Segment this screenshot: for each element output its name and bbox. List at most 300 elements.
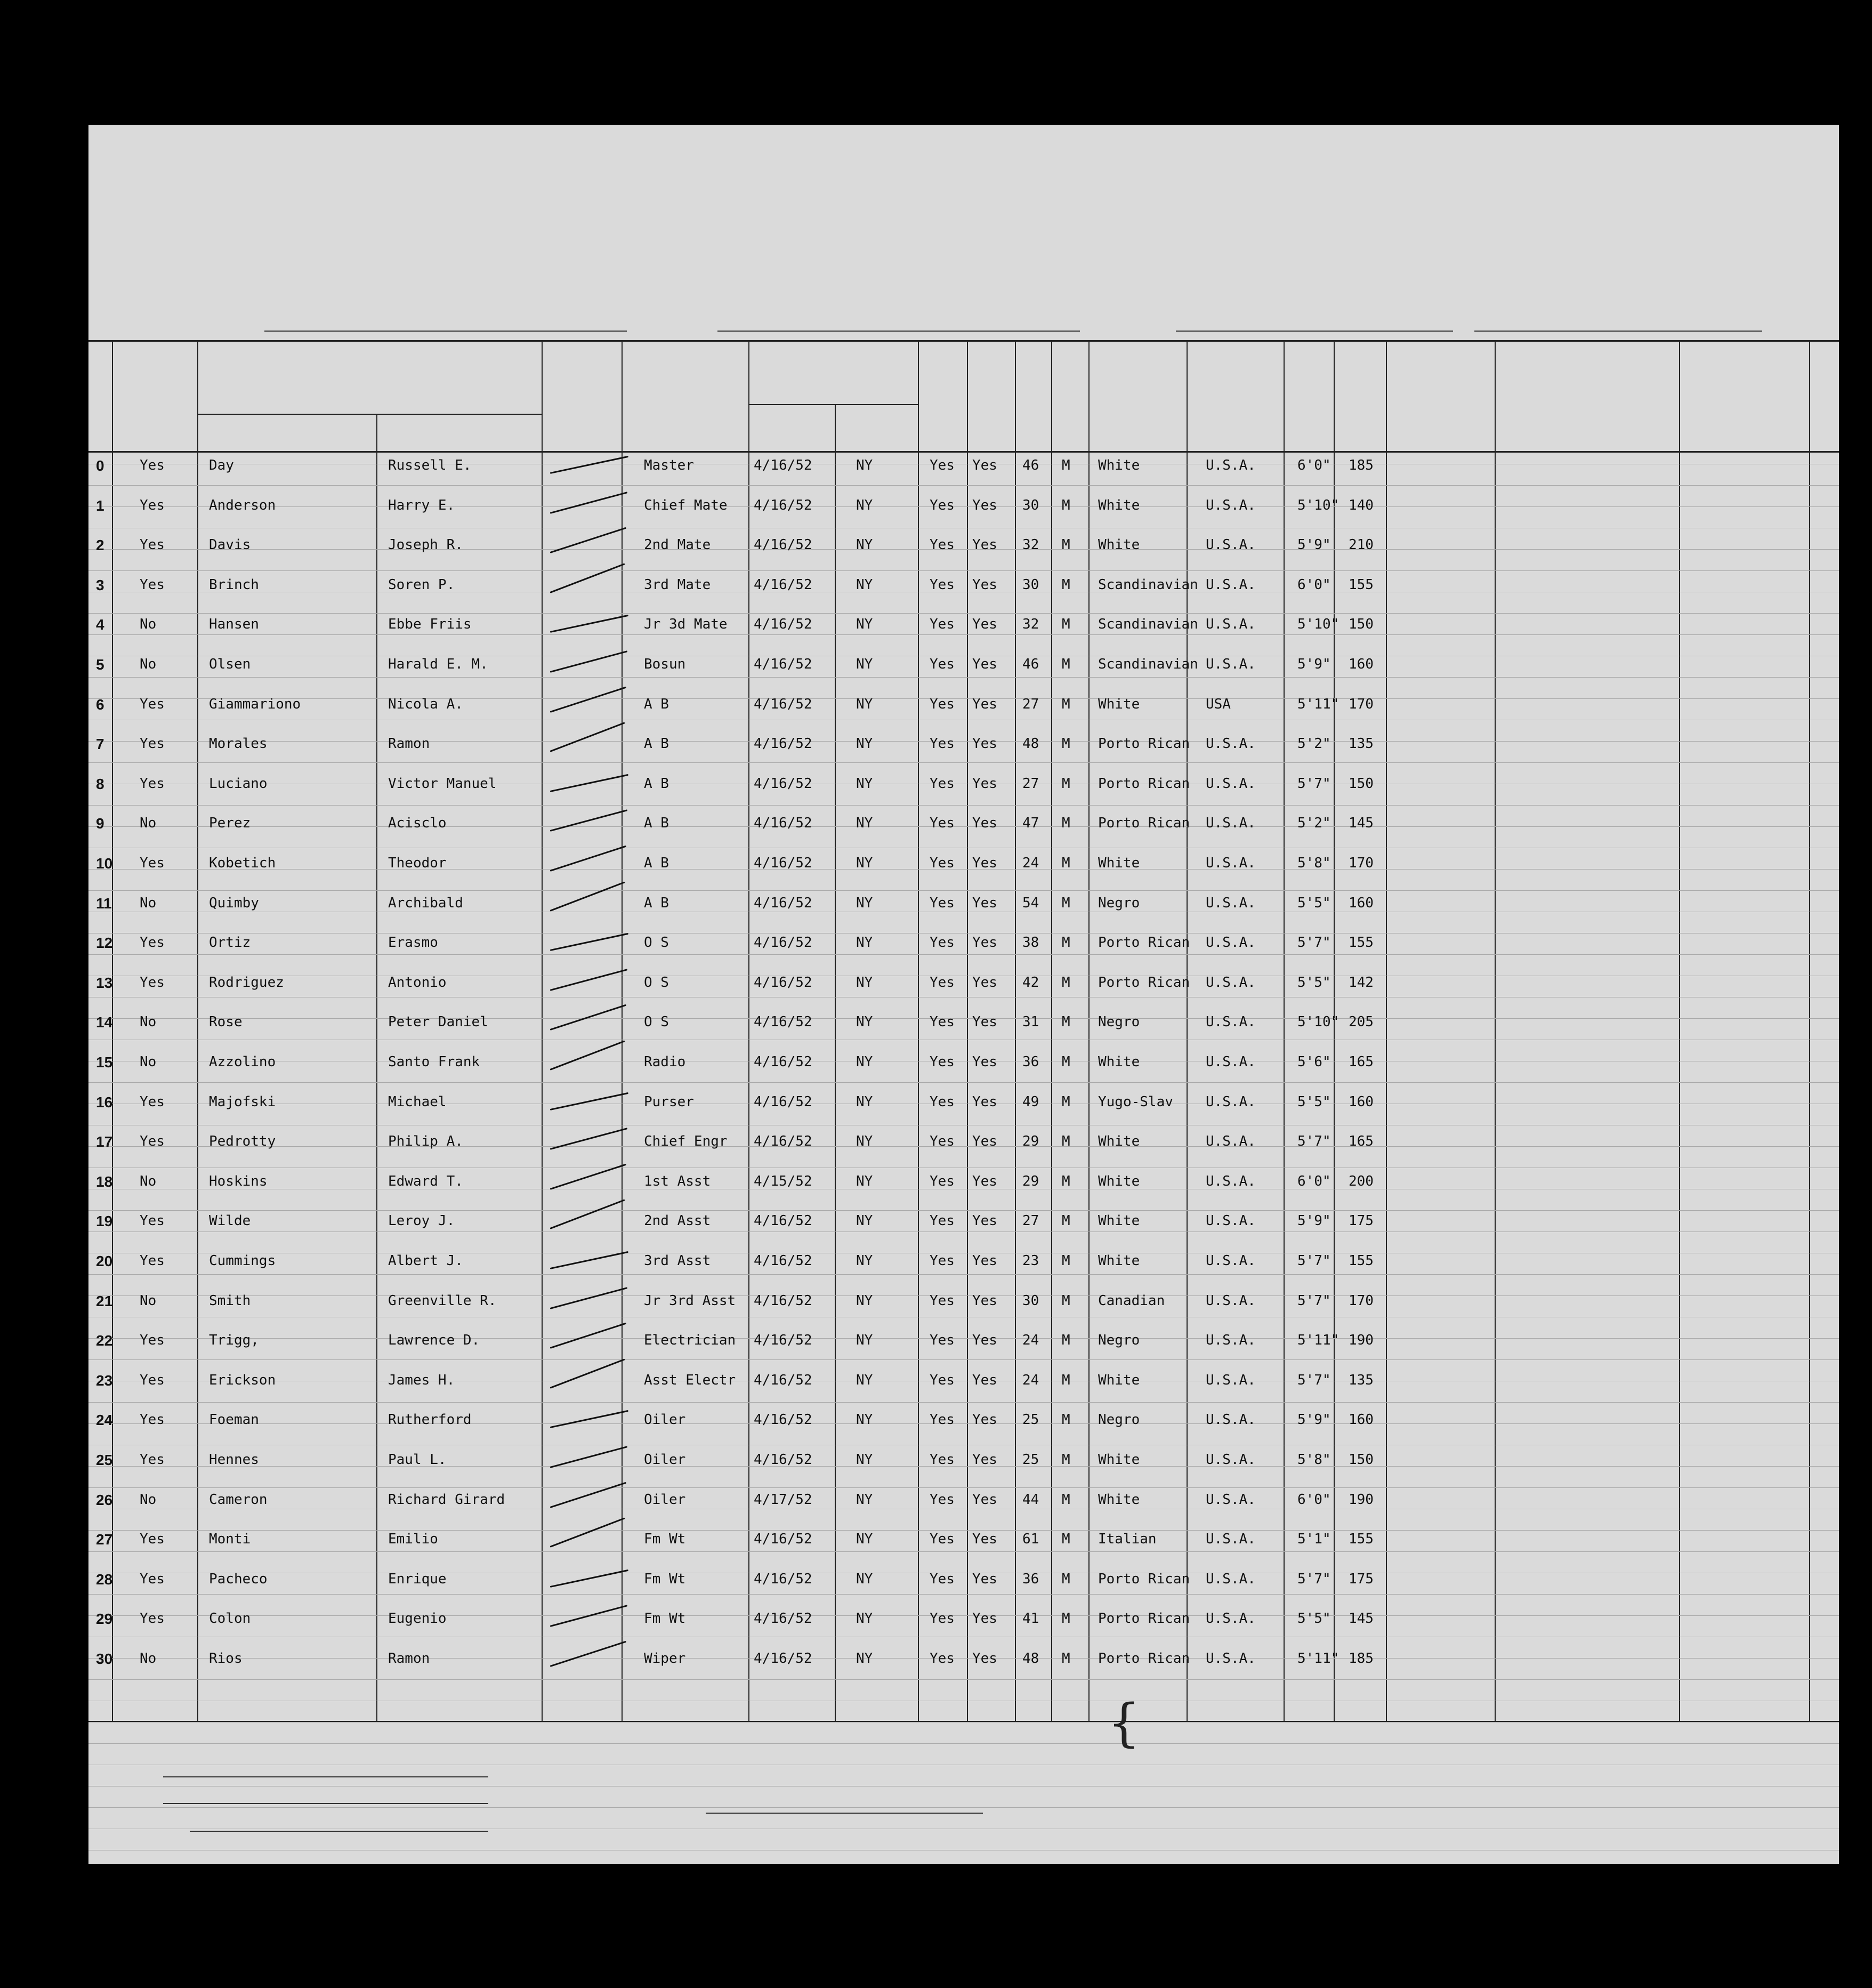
crew-height: 5'9" bbox=[1297, 537, 1331, 553]
crew-sex: M bbox=[1062, 895, 1070, 911]
crew-able-to-read: Yes bbox=[972, 1133, 997, 1149]
crew-weight: 155 bbox=[1349, 1253, 1374, 1269]
crew-age: 25 bbox=[1022, 1412, 1039, 1428]
ruled-line bbox=[88, 1615, 1839, 1616]
col6-header bbox=[749, 354, 918, 366]
crew-last-voyage: No bbox=[140, 656, 157, 672]
crew-shipped-where: NY bbox=[856, 696, 873, 712]
crew-position: Oiler bbox=[644, 1452, 686, 1468]
crew-sex: M bbox=[1062, 855, 1070, 871]
crew-age: 49 bbox=[1022, 1094, 1039, 1110]
crew-no: 18 bbox=[96, 1173, 113, 1190]
service-check-mark bbox=[550, 1605, 628, 1627]
crew-weight: 155 bbox=[1349, 935, 1374, 951]
crew-race: White bbox=[1098, 855, 1140, 871]
crew-position: 2nd Asst bbox=[644, 1213, 711, 1229]
crew-last-voyage: No bbox=[140, 1492, 157, 1508]
crew-weight: 185 bbox=[1349, 1651, 1374, 1667]
crew-race: White bbox=[1098, 1492, 1140, 1508]
crew-discharge: Yes bbox=[930, 935, 955, 951]
crew-discharge: Yes bbox=[930, 736, 955, 752]
col10-header bbox=[1052, 354, 1088, 383]
crew-age: 30 bbox=[1022, 1293, 1039, 1309]
crew-family-name: Giammariono bbox=[209, 696, 301, 712]
crew-weight: 165 bbox=[1349, 1054, 1374, 1070]
ruled-line bbox=[88, 698, 1839, 699]
crew-brace: { bbox=[1108, 1693, 1141, 1753]
manifest-sheet bbox=[88, 125, 1839, 1864]
crew-sex: M bbox=[1062, 1054, 1070, 1070]
crew-given-name: Enrique bbox=[388, 1571, 447, 1587]
crew-able-to-read: Yes bbox=[972, 1014, 997, 1030]
crew-race: Yugo-Slav bbox=[1098, 1094, 1173, 1110]
crew-race: Negro bbox=[1098, 1412, 1140, 1428]
crew-nationality: U.S.A. bbox=[1206, 577, 1256, 593]
crew-given-name: James H. bbox=[388, 1372, 455, 1388]
crew-position: O S bbox=[644, 1014, 669, 1030]
crew-given-name: Nicola A. bbox=[388, 696, 463, 712]
crew-last-voyage: Yes bbox=[140, 537, 165, 553]
crew-nationality: U.S.A. bbox=[1206, 975, 1256, 991]
crew-given-name: Leroy J. bbox=[388, 1213, 455, 1229]
crew-nationality: U.S.A. bbox=[1206, 497, 1256, 513]
crew-shipped-where: NY bbox=[856, 1332, 873, 1348]
crew-no: 1 bbox=[96, 497, 104, 514]
crew-able-to-read: Yes bbox=[972, 895, 997, 911]
date-underline bbox=[1474, 331, 1762, 332]
crew-shipped-when: 4/16/52 bbox=[754, 855, 812, 871]
column-divider bbox=[542, 340, 543, 1722]
crew-age: 27 bbox=[1022, 776, 1039, 792]
crew-position: A B bbox=[644, 855, 669, 871]
crew-family-name: Foeman bbox=[209, 1412, 259, 1428]
crew-last-voyage: No bbox=[140, 1173, 157, 1189]
column-divider bbox=[112, 340, 113, 1722]
crew-family-name: Brinch bbox=[209, 577, 259, 593]
crew-no: 19 bbox=[96, 1213, 113, 1229]
crew-shipped-when: 4/16/52 bbox=[754, 975, 812, 991]
crew-shipped-where: NY bbox=[856, 1293, 873, 1309]
crew-shipped-when: 4/16/52 bbox=[754, 497, 812, 513]
crew-weight: 160 bbox=[1349, 1094, 1374, 1110]
crew-position: 3rd Mate bbox=[644, 577, 711, 593]
crew-nationality: U.S.A. bbox=[1206, 1014, 1256, 1030]
crew-last-voyage: Yes bbox=[140, 776, 165, 792]
crew-last-voyage: No bbox=[140, 1054, 157, 1070]
crew-shipped-where: NY bbox=[856, 1452, 873, 1468]
crew-discharge: Yes bbox=[930, 1253, 955, 1269]
crew-position: Radio bbox=[644, 1054, 686, 1070]
crew-given-name: Harald E. M. bbox=[388, 656, 488, 672]
crew-weight: 190 bbox=[1349, 1332, 1374, 1348]
crew-shipped-when: 4/15/52 bbox=[754, 1173, 812, 1189]
crew-no: 26 bbox=[96, 1492, 113, 1508]
col12-header bbox=[1188, 354, 1284, 383]
col9-header bbox=[1016, 354, 1051, 383]
crew-nationality: U.S.A. bbox=[1206, 895, 1256, 911]
crew-nationality: U.S.A. bbox=[1206, 1651, 1256, 1667]
crew-shipped-where: NY bbox=[856, 1412, 873, 1428]
crew-nationality: U.S.A. bbox=[1206, 1293, 1256, 1309]
crew-shipped-when: 4/16/52 bbox=[754, 1452, 812, 1468]
crew-age: 54 bbox=[1022, 895, 1039, 911]
crew-family-name: Luciano bbox=[209, 776, 268, 792]
crew-height: 5'2" bbox=[1297, 736, 1331, 752]
crew-weight: 175 bbox=[1349, 1213, 1374, 1229]
crew-weight: 170 bbox=[1349, 855, 1374, 871]
crew-last-voyage: Yes bbox=[140, 1372, 165, 1388]
table-top-border bbox=[88, 340, 1839, 342]
crew-given-name: Acisclo bbox=[388, 815, 447, 831]
crew-discharge: Yes bbox=[930, 1293, 955, 1309]
crew-family-name: Perez bbox=[209, 815, 251, 831]
crew-last-voyage: Yes bbox=[140, 577, 165, 593]
crew-weight: 135 bbox=[1349, 1372, 1374, 1388]
crew-nationality: U.S.A. bbox=[1206, 1054, 1256, 1070]
crew-height: 5'8" bbox=[1297, 1452, 1331, 1468]
ruled-line bbox=[88, 762, 1839, 763]
service-check-mark bbox=[550, 456, 628, 474]
crew-family-name: Erickson bbox=[209, 1372, 276, 1388]
crew-race: Porto Rican bbox=[1098, 736, 1190, 752]
crew-no: 6 bbox=[96, 696, 104, 713]
crew-shipped-when: 4/16/52 bbox=[754, 895, 812, 911]
crew-nationality: U.S.A. bbox=[1206, 736, 1256, 752]
crew-height: 5'9" bbox=[1297, 656, 1331, 672]
crew-race: White bbox=[1098, 497, 1140, 513]
crew-position: 1st Asst bbox=[644, 1173, 711, 1189]
col1-header bbox=[93, 354, 112, 361]
crew-position: Jr 3d Mate bbox=[644, 616, 728, 632]
crew-position: Master bbox=[644, 457, 694, 473]
crew-given-name: Ebbe Friis bbox=[388, 616, 472, 632]
crew-able-to-read: Yes bbox=[972, 1651, 997, 1667]
crew-shipped-where: NY bbox=[856, 895, 873, 911]
crew-height: 5'6" bbox=[1297, 1054, 1331, 1070]
crew-shipped-where: NY bbox=[856, 1094, 873, 1110]
col13-header bbox=[1285, 354, 1334, 383]
crew-nationality: U.S.A. bbox=[1206, 1173, 1256, 1189]
crew-age: 44 bbox=[1022, 1492, 1039, 1508]
crew-age: 23 bbox=[1022, 1253, 1039, 1269]
crew-last-voyage: Yes bbox=[140, 497, 165, 513]
crew-discharge: Yes bbox=[930, 537, 955, 553]
crew-shipped-when: 4/16/52 bbox=[754, 1611, 812, 1627]
crew-shipped-where: NY bbox=[856, 497, 873, 513]
crew-able-to-read: Yes bbox=[972, 1492, 997, 1508]
crew-last-voyage: Yes bbox=[140, 1611, 165, 1627]
crew-height: 5'7" bbox=[1297, 1571, 1331, 1587]
crew-weight: 205 bbox=[1349, 1014, 1374, 1030]
crew-age: 24 bbox=[1022, 855, 1039, 871]
crew-last-voyage: Yes bbox=[140, 1452, 165, 1468]
service-check-mark bbox=[550, 1641, 627, 1667]
crew-sex: M bbox=[1062, 497, 1070, 513]
ruled-line bbox=[88, 1679, 1839, 1680]
crew-discharge: Yes bbox=[930, 1412, 955, 1428]
crew-family-name: Rose bbox=[209, 1014, 243, 1030]
column-divider bbox=[1386, 340, 1387, 1722]
crew-family-name: Kobetich bbox=[209, 855, 276, 871]
crew-nationality: U.S.A. bbox=[1206, 1452, 1256, 1468]
crew-height: 6'0" bbox=[1297, 457, 1331, 473]
crew-height: 5'5" bbox=[1297, 895, 1331, 911]
crew-shipped-when: 4/16/52 bbox=[754, 736, 812, 752]
crew-family-name: Hoskins bbox=[209, 1173, 268, 1189]
crew-last-voyage: Yes bbox=[140, 1412, 165, 1428]
crew-height: 5'7" bbox=[1297, 935, 1331, 951]
crew-family-name: Majofski bbox=[209, 1094, 276, 1110]
crew-able-to-read: Yes bbox=[972, 1412, 997, 1428]
column-divider bbox=[1495, 340, 1496, 1722]
ruled-line bbox=[88, 890, 1839, 891]
crew-no: 4 bbox=[96, 616, 104, 633]
crew-last-voyage: Yes bbox=[140, 855, 165, 871]
crew-sex: M bbox=[1062, 1213, 1070, 1229]
ruled-line bbox=[88, 1338, 1839, 1339]
crew-able-to-read: Yes bbox=[972, 1213, 997, 1229]
crew-able-to-read: Yes bbox=[972, 1332, 997, 1348]
crew-shipped-where: NY bbox=[856, 855, 873, 871]
crew-given-name: Paul L. bbox=[388, 1452, 447, 1468]
crew-nationality: USA bbox=[1206, 696, 1231, 712]
crew-no: 13 bbox=[96, 975, 113, 991]
crew-race: Negro bbox=[1098, 895, 1140, 911]
service-check-mark bbox=[550, 933, 628, 951]
crew-height: 5'1" bbox=[1297, 1531, 1331, 1547]
crew-weight: 145 bbox=[1349, 1611, 1374, 1627]
service-check-mark bbox=[550, 774, 628, 792]
crew-position: A B bbox=[644, 815, 669, 831]
crew-age: 38 bbox=[1022, 935, 1039, 951]
crew-weight: 200 bbox=[1349, 1173, 1374, 1189]
crew-no: 28 bbox=[96, 1571, 113, 1588]
owners-underline bbox=[163, 1803, 488, 1804]
name-subheader-rule bbox=[198, 414, 542, 415]
crew-position: Chief Mate bbox=[644, 497, 728, 513]
crew-shipped-when: 4/16/52 bbox=[754, 1054, 812, 1070]
arriving-underline bbox=[1176, 331, 1453, 332]
crew-last-voyage: Yes bbox=[140, 696, 165, 712]
crew-no: 17 bbox=[96, 1133, 113, 1150]
crew-age: 32 bbox=[1022, 616, 1039, 632]
crew-given-name: Peter Daniel bbox=[388, 1014, 488, 1030]
crew-no: 22 bbox=[96, 1332, 113, 1349]
crew-age: 27 bbox=[1022, 1213, 1039, 1229]
crew-weight: 160 bbox=[1349, 1412, 1374, 1428]
crew-race: Porto Rican bbox=[1098, 776, 1190, 792]
crew-family-name: Day bbox=[209, 457, 234, 473]
crew-race: White bbox=[1098, 457, 1140, 473]
crew-height: 5'10" bbox=[1297, 1014, 1340, 1030]
crew-race: White bbox=[1098, 1452, 1140, 1468]
crew-shipped-when: 4/16/52 bbox=[754, 815, 812, 831]
crew-race: Scandinavian bbox=[1098, 656, 1198, 672]
crew-height: 6'0" bbox=[1297, 577, 1331, 593]
crew-height: 5'7" bbox=[1297, 1372, 1331, 1388]
crew-sex: M bbox=[1062, 1531, 1070, 1547]
ruled-line bbox=[88, 613, 1839, 614]
crew-last-voyage: No bbox=[140, 895, 157, 911]
ruled-line bbox=[88, 1402, 1839, 1403]
crew-given-name: Emilio bbox=[388, 1531, 438, 1547]
ruled-line bbox=[88, 485, 1839, 486]
crew-shipped-when: 4/16/52 bbox=[754, 935, 812, 951]
crew-shipped-where: NY bbox=[856, 736, 873, 752]
crew-sex: M bbox=[1062, 1452, 1070, 1468]
crew-shipped-when: 4/16/52 bbox=[754, 537, 812, 553]
ruled-line bbox=[88, 805, 1839, 806]
crew-discharge: Yes bbox=[930, 1651, 955, 1667]
crew-weight: 185 bbox=[1349, 457, 1374, 473]
crew-no: 2 bbox=[96, 537, 104, 553]
col8-header bbox=[968, 354, 1015, 366]
crew-last-voyage: No bbox=[140, 1293, 157, 1309]
crew-able-to-read: Yes bbox=[972, 1173, 997, 1189]
crew-age: 25 bbox=[1022, 1452, 1039, 1468]
crew-position: O S bbox=[644, 935, 669, 951]
crew-able-to-read: Yes bbox=[972, 776, 997, 792]
ruled-line bbox=[88, 826, 1839, 827]
crew-shipped-where: NY bbox=[856, 1054, 873, 1070]
crew-position: Fm Wt bbox=[644, 1611, 686, 1627]
crew-family-name: Wilde bbox=[209, 1213, 251, 1229]
crew-weight: 150 bbox=[1349, 776, 1374, 792]
crew-no: 0 bbox=[96, 457, 104, 474]
crew-sex: M bbox=[1062, 1293, 1070, 1309]
crew-shipped-where: NY bbox=[856, 1611, 873, 1627]
crew-race: White bbox=[1098, 1213, 1140, 1229]
crew-discharge: Yes bbox=[930, 1372, 955, 1388]
crew-given-name: Harry E. bbox=[388, 497, 455, 513]
crew-discharge: Yes bbox=[930, 1173, 955, 1189]
service-check-mark bbox=[550, 563, 625, 593]
crew-height: 5'11" bbox=[1297, 696, 1340, 712]
crew-family-name: Ortiz bbox=[209, 935, 251, 951]
crew-shipped-where: NY bbox=[856, 1531, 873, 1547]
column-divider bbox=[967, 340, 968, 1722]
crew-given-name: Eugenio bbox=[388, 1611, 447, 1627]
crew-race: Scandinavian bbox=[1098, 616, 1198, 632]
service-check-mark bbox=[550, 722, 625, 752]
crew-weight: 175 bbox=[1349, 1571, 1374, 1587]
crew-able-to-read: Yes bbox=[972, 1531, 997, 1547]
crew-sex: M bbox=[1062, 537, 1070, 553]
crew-age: 46 bbox=[1022, 656, 1039, 672]
crew-shipped-when: 4/16/52 bbox=[754, 1253, 812, 1269]
crew-shipped-when: 4/16/52 bbox=[754, 1094, 812, 1110]
crew-age: 41 bbox=[1022, 1611, 1039, 1627]
service-check-mark bbox=[550, 1410, 628, 1428]
crew-discharge: Yes bbox=[930, 457, 955, 473]
ruled-line bbox=[88, 1359, 1839, 1360]
crew-shipped-where: NY bbox=[856, 1014, 873, 1030]
crew-shipped-when: 4/16/52 bbox=[754, 1133, 812, 1149]
shipped-subheader-rule bbox=[749, 404, 918, 405]
crew-race: Canadian bbox=[1098, 1293, 1165, 1309]
ruled-line bbox=[88, 1146, 1839, 1147]
crew-family-name: Monti bbox=[209, 1531, 251, 1547]
column-divider bbox=[376, 414, 377, 1722]
crew-sex: M bbox=[1062, 616, 1070, 632]
crew-sex: M bbox=[1062, 1412, 1070, 1428]
ruled-line bbox=[88, 1082, 1839, 1083]
ruled-line bbox=[88, 1423, 1839, 1424]
crew-discharge: Yes bbox=[930, 1492, 955, 1508]
crew-no: 20 bbox=[96, 1253, 113, 1269]
crew-no: 24 bbox=[96, 1412, 113, 1428]
ruled-line bbox=[88, 634, 1839, 635]
service-check-mark bbox=[550, 1199, 625, 1229]
ruled-line bbox=[88, 1658, 1839, 1659]
crew-nationality: U.S.A. bbox=[1206, 457, 1256, 473]
crew-nationality: U.S.A. bbox=[1206, 1571, 1256, 1587]
crew-position: Oiler bbox=[644, 1412, 686, 1428]
crew-sex: M bbox=[1062, 1253, 1070, 1269]
crew-able-to-read: Yes bbox=[972, 815, 997, 831]
crew-family-name: Cummings bbox=[209, 1253, 276, 1269]
crew-shipped-when: 4/16/52 bbox=[754, 1372, 812, 1388]
crew-sex: M bbox=[1062, 1133, 1070, 1149]
crew-race: Porto Rican bbox=[1098, 1651, 1190, 1667]
crew-age: 61 bbox=[1022, 1531, 1039, 1547]
crew-no: 25 bbox=[96, 1452, 113, 1468]
service-check-mark bbox=[550, 1446, 628, 1468]
crew-shipped-when: 4/16/52 bbox=[754, 577, 812, 593]
col4-header bbox=[543, 354, 622, 361]
crew-family-name: Quimby bbox=[209, 895, 259, 911]
crew-able-to-read: Yes bbox=[972, 1054, 997, 1070]
column-divider bbox=[1334, 340, 1335, 1722]
crew-family-name: Rodriguez bbox=[209, 975, 284, 991]
crew-discharge: Yes bbox=[930, 975, 955, 991]
crew-shipped-where: NY bbox=[856, 577, 873, 593]
crew-position: Fm Wt bbox=[644, 1571, 686, 1587]
column-divider bbox=[918, 340, 919, 1722]
crew-given-name: Joseph R. bbox=[388, 537, 463, 553]
column-divider bbox=[835, 404, 836, 1722]
service-check-mark bbox=[550, 969, 628, 991]
crew-nationality: U.S.A. bbox=[1206, 1094, 1256, 1110]
crew-last-voyage: Yes bbox=[140, 1253, 165, 1269]
crew-sex: M bbox=[1062, 457, 1070, 473]
crew-discharge: Yes bbox=[930, 1014, 955, 1030]
crew-nationality: U.S.A. bbox=[1206, 855, 1256, 871]
crew-position: A B bbox=[644, 696, 669, 712]
crew-weight: 170 bbox=[1349, 696, 1374, 712]
crew-race: Italian bbox=[1098, 1531, 1157, 1547]
crew-height: 5'7" bbox=[1297, 1133, 1331, 1149]
ruled-line bbox=[88, 1722, 1839, 1723]
crew-last-voyage: Yes bbox=[140, 736, 165, 752]
crew-height: 5'7" bbox=[1297, 1293, 1331, 1309]
ruled-line bbox=[88, 741, 1839, 742]
crew-able-to-read: Yes bbox=[972, 577, 997, 593]
ruled-line bbox=[88, 869, 1839, 870]
crew-sex: M bbox=[1062, 1651, 1070, 1667]
col5-header bbox=[623, 354, 748, 373]
crew-shipped-when: 4/17/52 bbox=[754, 1492, 812, 1508]
col11-header bbox=[1090, 354, 1187, 383]
crew-shipped-where: NY bbox=[856, 616, 873, 632]
ruled-line bbox=[88, 1295, 1839, 1296]
crew-given-name: Russell E. bbox=[388, 457, 472, 473]
crew-last-voyage: Yes bbox=[140, 1332, 165, 1348]
crew-sex: M bbox=[1062, 1372, 1070, 1388]
crew-height: 5'7" bbox=[1297, 1253, 1331, 1269]
crew-age: 36 bbox=[1022, 1571, 1039, 1587]
crew-nationality: U.S.A. bbox=[1206, 1253, 1256, 1269]
